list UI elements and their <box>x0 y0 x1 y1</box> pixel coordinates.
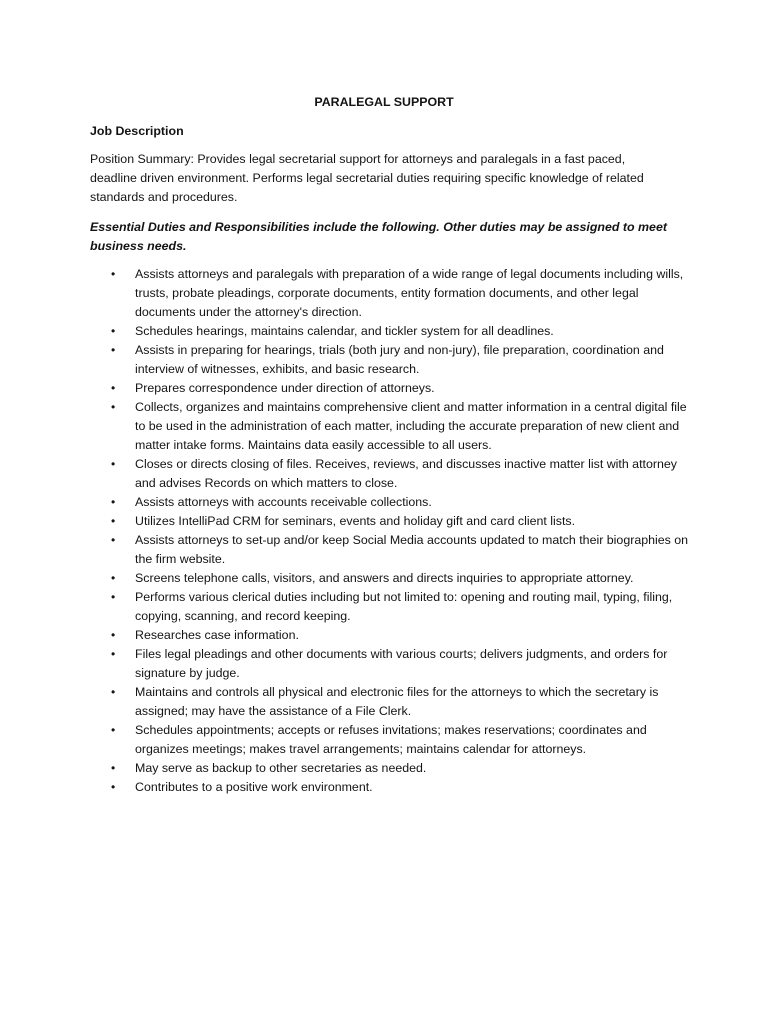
list-item-text: Files legal pleadings and other documents with various courts; delivers judgments, and orders for signature by judge. <box>135 647 668 680</box>
list-item <box>90 588 690 626</box>
list-item-text: Assists attorneys to set-up and/or keep Social Media accounts updated to match their biographies on the firm website. <box>135 533 689 566</box>
list-item <box>90 265 690 322</box>
document-title: PARALEGAL SUPPORT <box>314 95 454 109</box>
list-item <box>90 379 690 398</box>
list-item-text: May serve as backup to other secretaries as needed. <box>135 761 427 775</box>
list-item <box>90 626 690 645</box>
list-item <box>90 569 690 588</box>
bullet-icon: • <box>111 457 116 471</box>
bullet-icon: • <box>111 628 116 642</box>
bullet-icon: • <box>111 590 116 604</box>
list-item-text: Assists attorneys with accounts receivable collections. <box>135 495 432 509</box>
bullet-icon: • <box>111 495 116 509</box>
list-item-text: Utilizes IntelliPad CRM for seminars, events and holiday gift and card client lists. <box>135 514 576 528</box>
list-item-text: Schedules hearings, maintains calendar, and tickler system for all deadlines. <box>135 324 554 338</box>
duties-list <box>90 265 690 797</box>
list-item <box>90 455 690 493</box>
bullet-icon: • <box>111 685 116 699</box>
list-item <box>90 322 690 341</box>
bullet-icon: • <box>111 381 116 395</box>
list-item <box>90 398 690 455</box>
duties-intro: Essential Duties and Responsibilities include the following. Other duties may be assigned to meet business needs. <box>90 220 667 253</box>
bullet-icon: • <box>111 514 116 528</box>
list-item <box>90 721 690 759</box>
list-item <box>90 512 690 531</box>
list-item-text: Closes or directs closing of files. Receives, reviews, and discusses inactive matter list with attorney and advises Records on which matters to close. <box>135 457 677 490</box>
list-item-text: Screens telephone calls, visitors, and answers and directs inquiries to appropriate attorney. <box>135 571 634 585</box>
bullet-icon: • <box>111 533 116 547</box>
list-item-text: Schedules appointments; accepts or refuses invitations; makes reservations; coordinates and organizes meetings; makes travel arrangements; maintains calendar for attorneys. <box>135 723 647 756</box>
section-heading: Job Description <box>90 124 184 138</box>
list-item <box>90 778 690 797</box>
list-item <box>90 531 690 569</box>
list-item <box>90 645 690 683</box>
list-item <box>90 341 690 379</box>
list-item-text: Assists attorneys and paralegals with preparation of a wide range of legal documents including wills, trusts, probate pleadings, corporate documents, entity formation documents, and other legal documents under the attorney's direction. <box>135 267 684 319</box>
list-item-text: Maintains and controls all physical and electronic files for the attorneys to which the secretary is assigned; may have the assistance of a File Clerk. <box>135 685 659 718</box>
list-item-text: Performs various clerical duties including but not limited to: opening and routing mail, typing, filing, copying, scanning, and record keeping. <box>135 590 673 623</box>
list-item-text: Prepares correspondence under direction of attorneys. <box>135 381 435 395</box>
list-item <box>90 759 690 778</box>
bullet-icon: • <box>111 571 116 585</box>
bullet-icon: • <box>111 324 116 338</box>
list-item-text: Contributes to a positive work environment. <box>135 780 373 794</box>
list-item <box>90 683 690 721</box>
list-item-text: Researches case information. <box>135 628 299 642</box>
bullet-icon: • <box>111 647 116 661</box>
bullet-icon: • <box>111 400 116 414</box>
bullet-icon: • <box>111 267 116 281</box>
bullet-icon: • <box>111 343 116 357</box>
bullet-icon: • <box>111 780 116 794</box>
bullet-icon: • <box>111 761 116 775</box>
list-item <box>90 493 690 512</box>
list-item-text: Assists in preparing for hearings, trials (both jury and non-jury), file preparation, coordination and interview of witnesses, exhibits, and basic research. <box>135 343 664 376</box>
bullet-icon: • <box>111 723 116 737</box>
position-summary: Position Summary: Provides legal secretarial support for attorneys and paralegals in a fast paced, deadline driven environment. Performs legal secretarial duties requiring specific knowledge of related standards and procedures. <box>90 152 644 204</box>
list-item-text: Collects, organizes and maintains comprehensive client and matter information in a central digital file to be used in the administration of each matter, including the accurate preparation of new client and matter intake forms. Maintains data easily accessible to all users. <box>135 400 687 452</box>
